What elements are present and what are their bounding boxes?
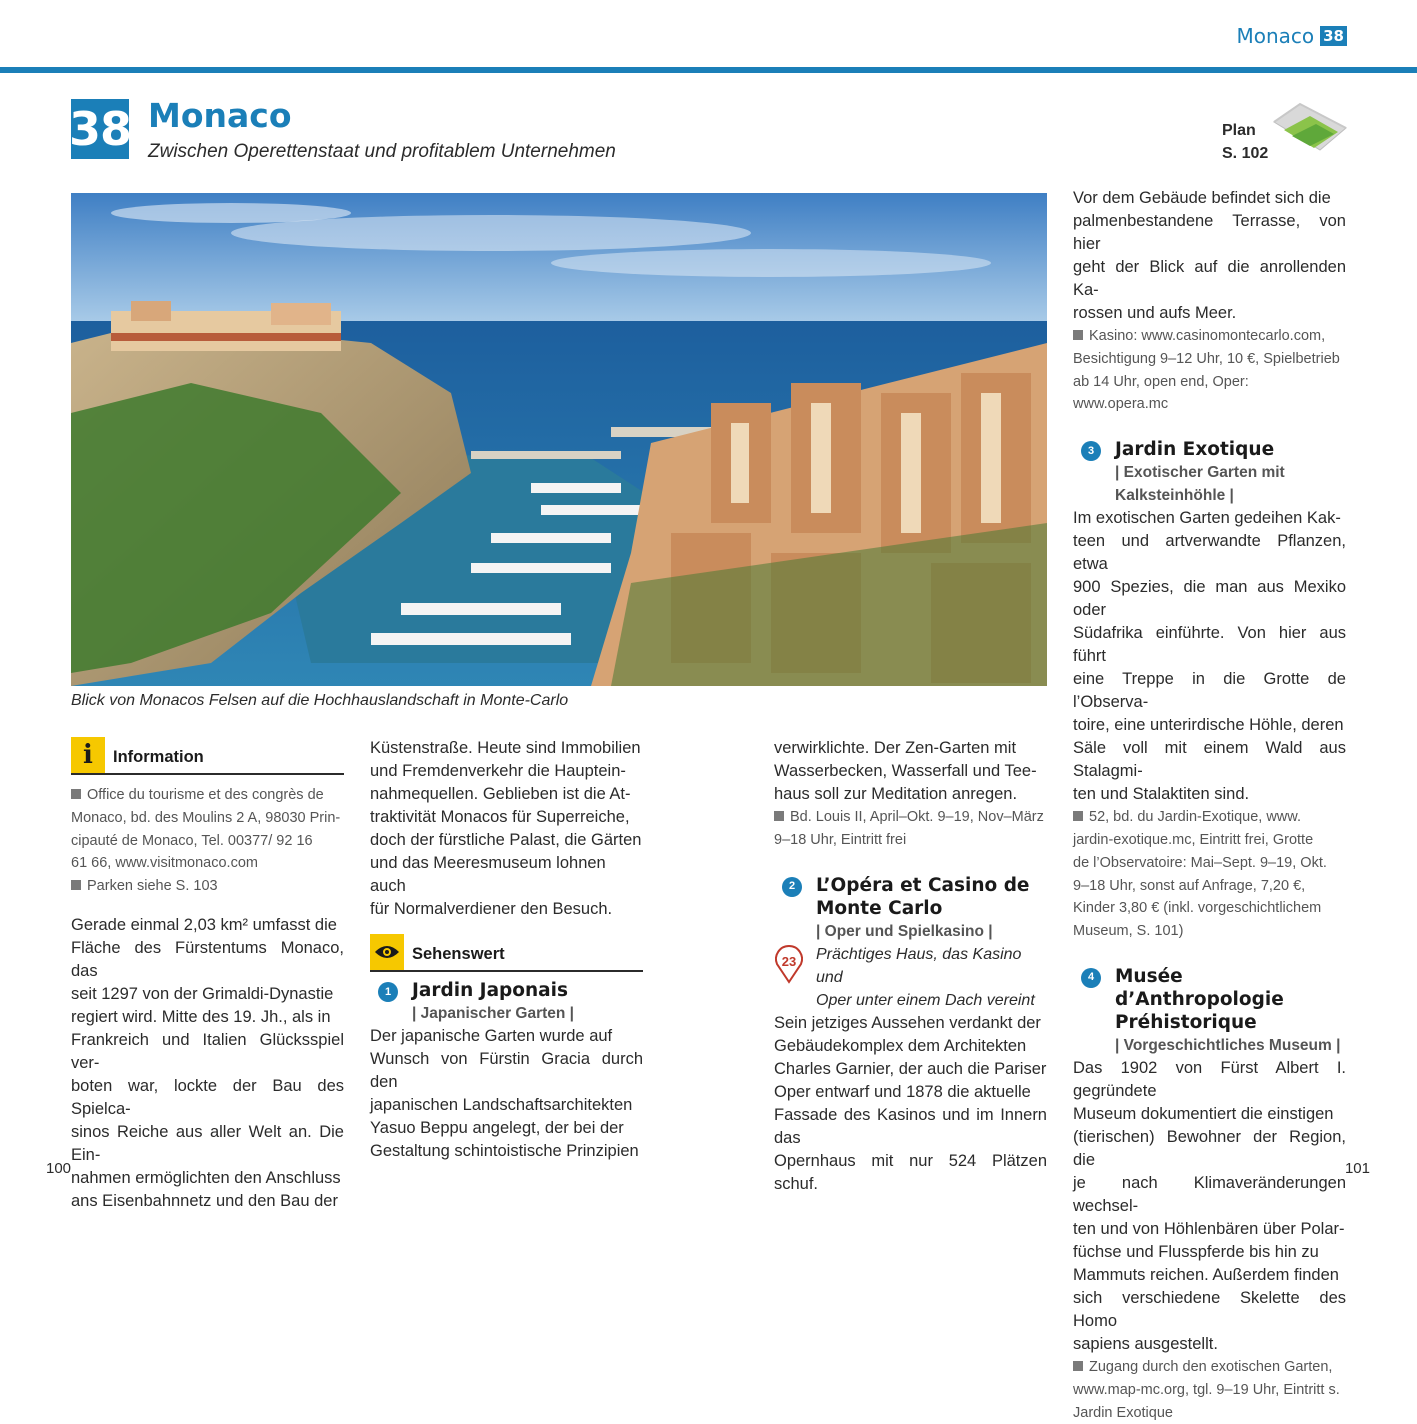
text-line: sinos Reiche aus aller Welt an. Die Ein- <box>71 1122 344 1164</box>
text-line: Wasserbecken, Wasserfall und Tee- <box>774 762 1037 780</box>
text-line: rossen und aufs Meer. <box>1073 304 1237 322</box>
chapter-number: 38 <box>71 99 129 159</box>
text-line: Frankreich und Italien Glücksspiel ver- <box>71 1030 344 1072</box>
text-line: regiert wird. Mitte des 19. Jh., als in <box>71 1007 331 1026</box>
info-line: 9–18 Uhr, sonst auf Anfrage, 7,20 €, <box>1073 877 1306 894</box>
bullet-square-icon <box>1073 1361 1083 1371</box>
text-line: für Normalverdiener den Besuch. <box>370 900 613 918</box>
map-icon <box>1270 100 1350 158</box>
info-line: Parken siehe S. 103 <box>87 878 218 895</box>
sight-2-heading <box>774 874 1047 1012</box>
continued-paragraph <box>1073 187 1346 325</box>
text-line: eine Treppe in die Grotte de l’Observa- <box>1073 670 1346 712</box>
info-line: Office du tourisme et des congrès de <box>87 787 324 803</box>
information-box-head <box>71 737 344 775</box>
sight-2-title-line: Monte Carlo <box>816 897 943 919</box>
bullet-square-icon <box>1073 330 1083 340</box>
sight-4-info <box>1073 1356 1346 1424</box>
column-2 <box>370 737 643 1163</box>
bullet-square-icon <box>71 880 81 890</box>
info-icon: i <box>71 737 105 773</box>
sehenswert-box-head <box>370 934 643 972</box>
column-4 <box>1073 187 1346 1424</box>
text-line: palmenbestandene Terrasse, von hier <box>1073 212 1346 253</box>
sight-4-text <box>1073 1057 1346 1356</box>
text-line: 900 Spezies, die man aus Mexiko oder <box>1073 578 1346 620</box>
text-line: geht der Blick auf die anrollenden Ka- <box>1073 258 1346 299</box>
plan-label: Plan <box>1222 122 1256 139</box>
continued-paragraph <box>774 737 1047 806</box>
sight-3-subtitle: | Exotischer Garten mit <box>1115 464 1285 482</box>
text-line: Yasuo Beppu angelegt, der bei der <box>370 1119 624 1137</box>
info-line: Jardin Exotique <box>1073 1404 1173 1421</box>
text-line: Gestaltung schintoistische Prinzipien <box>370 1142 639 1160</box>
column-3 <box>774 737 1047 1196</box>
text-line: ten und von Höhlenbären über Polar- <box>1073 1219 1345 1238</box>
running-head <box>1236 24 1347 48</box>
sight-3-info <box>1073 806 1346 943</box>
sight-2-title-line: L’Opéra et Casino de <box>816 874 1030 896</box>
sight-2-description: Prächtiges Haus, das Kasino und <box>816 945 1022 986</box>
chapter-subtitle: Zwischen Operettenstaat und profitablem Unternehmen <box>148 141 616 162</box>
info-line: Bd. Louis II, April–Okt. 9–19, Nov–März <box>790 809 1044 825</box>
sight-number-badge: 3 <box>1081 441 1101 461</box>
sight-1-subtitle: | Japanischer Garten | <box>412 1005 575 1022</box>
information-details <box>71 784 344 898</box>
text-line: doch der fürstliche Palast, die Gärten <box>370 831 642 849</box>
info-line[interactable]: 61 66, www.visitmonaco.com <box>71 855 258 872</box>
sight-number-badge: 2 <box>782 877 802 897</box>
text-line: füchse und Flusspferde bis hin zu <box>1073 1242 1319 1261</box>
sight-number-badge: 4 <box>1081 968 1101 988</box>
text-line: Fassade des Kasinos und im Innern das <box>774 1105 1047 1147</box>
map-marker-number: 23 <box>781 953 797 969</box>
text-line: boten war, lockte der Bau des Spielca- <box>71 1076 344 1118</box>
info-line: cipauté de Monaco, Tel. 00377/ 92 16 <box>71 832 313 849</box>
text-line: Vor dem Gebäude befindet sich die <box>1073 189 1331 207</box>
page-number-right: 101 <box>1344 1160 1370 1177</box>
information-label: Information <box>113 748 204 766</box>
sight-number-badge: 1 <box>378 982 398 1002</box>
text-line: Opernhaus mit nur 524 Plätzen schuf. <box>774 1151 1047 1193</box>
sehenswert-label: Sehenswert <box>412 945 505 963</box>
info-line: 52, bd. du Jardin-Exotique, www. <box>1089 809 1301 826</box>
map-marker-icon <box>774 944 804 984</box>
sight-3-title: Jardin Exotique <box>1115 439 1275 461</box>
info-line: Museum, S. 101) <box>1073 923 1184 940</box>
text-line: Wunsch von Fürstin Gracia durch den <box>370 1050 643 1091</box>
bullet-square-icon <box>71 789 81 799</box>
info-line: Kinder 3,80 € (inkl. vorgeschichtlichem <box>1073 900 1322 917</box>
sight-1-heading <box>370 979 643 1025</box>
bullet-square-icon <box>774 811 784 821</box>
sight-3-subtitle: Kalksteinhöhle | <box>1115 487 1234 505</box>
photo-caption: Blick von Monacos Felsen auf die Hochhauslandschaft in Monte-Carlo <box>71 692 569 709</box>
text-line: seit 1297 von der Grimaldi-Dynastie <box>71 984 334 1003</box>
text-line: Der japanische Garten wurde auf <box>370 1027 613 1045</box>
text-line: und das Meeresmuseum lohnen auch <box>370 854 606 895</box>
text-line: japanischen Landschaftsarchitekten <box>370 1096 633 1114</box>
text-line: Südafrika einführte. Von hier aus führt <box>1073 624 1346 666</box>
sight-1-text <box>370 1025 643 1163</box>
text-line: Charles Garnier, der auch die Pariser <box>774 1059 1047 1078</box>
info-line: Kasino: www.casinomontecarlo.com, <box>1089 328 1326 344</box>
text-line: (tierischen) Bewohner der Region, die <box>1073 1127 1346 1169</box>
text-line: verwirklichte. Der Zen-Garten mit <box>774 739 1017 757</box>
info-line: 9–18 Uhr, Eintritt frei <box>774 831 907 848</box>
sight-1-title: Jardin Japonais <box>412 980 569 1001</box>
sight-2-subtitle: | Oper und Spielkasino | <box>816 922 993 940</box>
sight-3-heading <box>1073 438 1346 507</box>
sight-4-subtitle: | Vorgeschichtliches Museum | <box>1115 1036 1341 1054</box>
text-line: ten und Stalaktiten sind. <box>1073 785 1250 804</box>
info-line: Zugang durch den exotischen Garten, <box>1089 1358 1333 1375</box>
plan-page: S. 102 <box>1222 145 1269 162</box>
text-line: Gebäudekomplex dem Architekten <box>774 1036 1027 1055</box>
text-line: sich verschiedene Skelette des Homo <box>1073 1288 1346 1330</box>
sight-4-title-line: Préhistorique <box>1115 1011 1257 1033</box>
info-line: www.map-mc.org, tgl. 9–19 Uhr, Eintritt s. <box>1073 1381 1340 1398</box>
plan-reference[interactable] <box>1222 119 1268 165</box>
sight-1-info <box>774 806 1047 852</box>
text-line: Säle voll mit einem Wald aus Stalagmi- <box>1073 739 1346 781</box>
sight-4-heading <box>1073 965 1346 1057</box>
sight-4-title-line: Musée d’Anthropologie <box>1115 965 1284 1010</box>
intro-paragraph <box>71 914 344 1213</box>
text-line: Im exotischen Garten gedeihen Kak- <box>1073 509 1341 528</box>
column-1 <box>71 737 344 1213</box>
text-line: und Fremdenverkehr die Hauptein- <box>370 762 626 780</box>
info-line: jardin-exotique.mc, Eintritt frei, Grotte <box>1073 831 1314 848</box>
chapter-title: Monaco <box>148 96 292 135</box>
text-line: Das 1902 von Fürst Albert I. gegründete <box>1073 1058 1346 1100</box>
text-line: nahmequellen. Geblieben ist die At- <box>370 785 631 803</box>
info-line: Monaco, bd. des Moulins 2 A, 98030 Prin- <box>71 809 341 826</box>
hero-photo <box>71 193 1047 686</box>
text-line: nahmen ermöglichten den Anschluss <box>71 1168 341 1187</box>
page-number-left: 100 <box>46 1160 72 1177</box>
eye-icon <box>370 934 404 970</box>
info-line: ab 14 Uhr, open end, Oper: www.opera.mc <box>1073 373 1249 413</box>
text-line: je nach Klimaveränderungen wechsel- <box>1073 1173 1346 1215</box>
text-line: ans Eisenbahnnetz und den Bau der <box>71 1191 338 1210</box>
header-rule <box>0 67 1417 73</box>
sight-2-text <box>774 1012 1047 1196</box>
text-line: teen und artverwandte Pflanzen, etwa <box>1073 532 1346 574</box>
text-line: Oper entwarf und 1878 die aktuelle <box>774 1082 1031 1101</box>
running-head-number: 38 <box>1320 26 1347 46</box>
text-line: Gerade einmal 2,03 km² umfasst die <box>71 915 337 934</box>
info-line: de l’Observatoire: Mai–Sept. 9–19, Okt. <box>1073 854 1327 871</box>
continued-paragraph <box>370 737 643 921</box>
text-line: Küstenstraße. Heute sind Immobilien <box>370 739 641 757</box>
sight-2-info <box>1073 325 1346 416</box>
info-line: Besichtigung 9–12 Uhr, 10 €, Spielbetrieb <box>1073 350 1340 367</box>
text-line: traktivität Monacos für Superreiche, <box>370 808 630 826</box>
text-line: Sein jetziges Aussehen verdankt der <box>774 1013 1041 1032</box>
text-line: Fläche des Fürstentums Monaco, das <box>71 938 344 980</box>
text-line: Museum dokumentiert die einstigen <box>1073 1104 1334 1123</box>
text-line: haus soll zur Meditation anregen. <box>774 785 1018 803</box>
text-line: sapiens ausgestellt. <box>1073 1334 1218 1353</box>
sight-2-description: Oper unter einem Dach vereint <box>816 991 1035 1009</box>
bullet-square-icon <box>1073 811 1083 821</box>
running-head-title: Monaco <box>1236 24 1315 48</box>
text-line: toire, eine unterirdische Höhle, deren <box>1073 716 1344 735</box>
sight-3-text <box>1073 507 1346 806</box>
text-line: Mammuts reichen. Außerdem finden <box>1073 1265 1339 1284</box>
